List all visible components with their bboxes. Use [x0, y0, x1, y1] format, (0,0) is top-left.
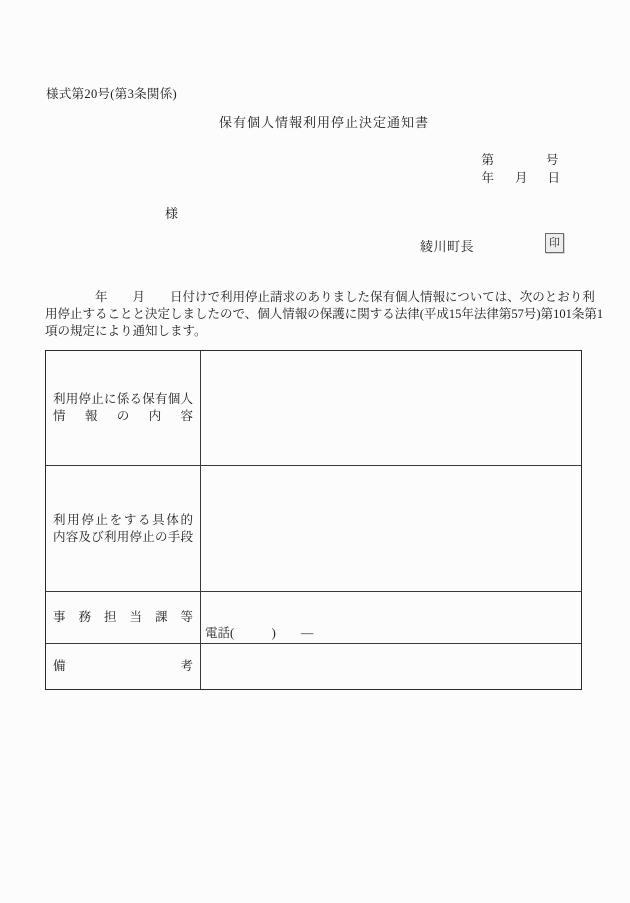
- form-table: [45, 350, 582, 690]
- cell-department-content: [201, 592, 581, 643]
- doc-number-prefix: 第: [481, 153, 494, 167]
- date-line: [481, 170, 560, 188]
- cell-retained-info-content: [201, 351, 581, 465]
- row-label-line: 利用停止をする具体的: [53, 512, 193, 527]
- row-label-line: 情報の内容: [53, 409, 193, 423]
- row-label-remarks: [46, 644, 201, 689]
- table-row: [46, 643, 581, 689]
- issuer-name: 綾川町長: [420, 239, 475, 254]
- row-label-line: 内容及び利用停止の手段: [53, 529, 193, 544]
- row-label-suspension-method: [46, 466, 201, 591]
- body-line: 項の規定により通知します。: [45, 324, 207, 338]
- row-label-line: 利用停止に係る保有個人: [53, 392, 193, 406]
- body-line: 年 月 日付けで利用停止請求のありました保有個人情報については、次のとおり利: [45, 290, 595, 304]
- row-label-department: [46, 592, 201, 643]
- body-paragraph: [45, 289, 604, 340]
- table-row: [46, 465, 581, 591]
- document-title: 保有個人情報利用停止決定通知書: [218, 115, 429, 130]
- row-label-retained-info: [46, 351, 201, 465]
- body-line: 用停止することと決定しましたので、個人情報の保護に関する法律(平成15年法律第57号)第101条第1: [45, 307, 604, 321]
- document-number-block: [481, 152, 560, 187]
- cell-remarks-content: [201, 644, 581, 689]
- seal-character: 印: [549, 236, 560, 249]
- date-day-label: 日: [547, 170, 560, 185]
- table-row: [46, 351, 581, 465]
- date-year-label: 年: [481, 170, 494, 185]
- addressee-suffix: 様: [165, 206, 179, 221]
- doc-number-suffix: 号: [545, 153, 559, 167]
- phone-label: 電話( ) ―: [205, 626, 314, 640]
- cell-suspension-method-content: [201, 466, 581, 591]
- seal-stamp: [545, 233, 564, 253]
- row-label-line: 事務担当課等: [53, 610, 193, 624]
- row-label-line: 備考: [53, 659, 193, 673]
- form-number: 様式第20号(第3条関係): [46, 87, 177, 101]
- table-row: [46, 591, 581, 643]
- date-month-label: 月: [514, 170, 528, 185]
- document-number-line: [481, 152, 560, 170]
